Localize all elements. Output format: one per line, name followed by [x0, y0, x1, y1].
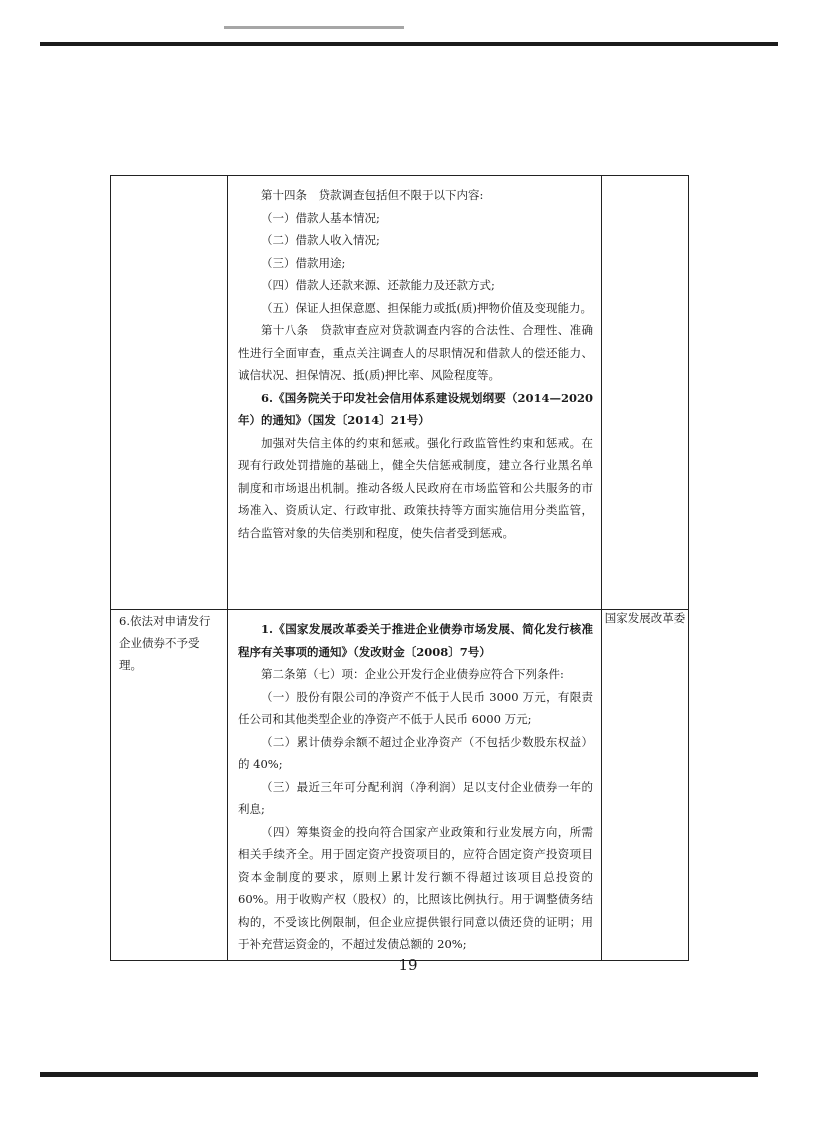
item-text: 6.依法对申请发行企业债券不予受理。 [119, 614, 211, 672]
article-18-text: 第十八条 贷款审查应对贷款调查内容的合法性、合理性、准确性进行全面审查，重点关注调查人的尽职情况和借款人的偿还能力、诚信状况、担保情况、抵(质)押比率、风险程度等。 [238, 323, 593, 382]
document-title: 1.《国家发展改革委关于推进企业债券市场发展、简化发行核准程序有关事项的通知》（发改财金〔2008〕7号） [238, 622, 593, 659]
body-paragraph: 加强对失信主体的约束和惩戒。强化行政监管性约束和惩戒。在现有行政处罚措施的基础上，健全失信惩戒制度，建立各行业黑名单制度和市场退出机制。推动各级人民政府在市场监管和公共服务的市场准入、资质认定、行政审批、政策扶持等方面实施信用分类监管，结合监管对象的失信类别和程度，使失信者受到惩戒。 [238, 435, 593, 540]
table-row [111, 610, 689, 961]
item-cell-empty [111, 176, 228, 610]
department-cell-empty [602, 176, 689, 610]
basis-cell [228, 176, 602, 610]
table-row [111, 176, 689, 610]
department-cell [602, 610, 689, 961]
list-item: （二）借款人收入情况; [261, 233, 380, 247]
scan-bottom-edge [40, 1072, 758, 1077]
list-item: （一）股份有限公司的净资产不低于人民币 3000 万元，有限责任公司和其他类型企业的净资产不低于人民币 6000 万元; [238, 689, 593, 726]
list-item: （五）保证人担保意愿、担保能力或抵(质)押物价值及变现能力。 [261, 300, 592, 315]
article-14-heading: 第十四条 贷款调查包括但不限于以下内容: [261, 188, 484, 202]
scan-smudge [224, 26, 404, 29]
list-item: （二）累计债券余额不超过企业净资产（不包括少数股东权益）的 40%; [238, 734, 593, 771]
item-cell [111, 610, 228, 961]
document-title: 6.《国务院关于印发社会信用体系建设规划纲要（2014—2020 年）的通知》（国发〔2014〕21号） [238, 390, 593, 427]
list-item: （四）筹集资金的投向符合国家产业政策和行业发展方向，所需相关手续齐全。用于固定资产投资项目的，应符合固定资产投资项目资本金制度的要求，原则上累计发行额不得超过该项目总投资的 60%。用于收购产权（股权）的，比照该比例执行。用于调整债务结构的，不受该比例限制，但企业应提供银行同意以债还贷的证明；用于补充营运资金的，不超过发债总额的 20%; [238, 824, 593, 951]
list-item: （四）借款人还款来源、还款能力及还款方式; [261, 278, 495, 292]
list-item: （三）最近三年可分配利润（净利润）足以支付企业债券一年的利息; [238, 779, 593, 816]
article-heading: 第二条第（七）项：企业公开发行企业债券应符合下列条件: [261, 667, 564, 681]
department-text: 国家发展改革委 [604, 611, 686, 625]
list-item: （一）借款人基本情况; [261, 210, 380, 225]
page-number: 19 [398, 956, 418, 974]
policy-table [110, 175, 689, 961]
scan-top-edge [40, 42, 778, 46]
basis-cell [228, 610, 602, 961]
list-item: （三）借款用途; [261, 255, 346, 270]
